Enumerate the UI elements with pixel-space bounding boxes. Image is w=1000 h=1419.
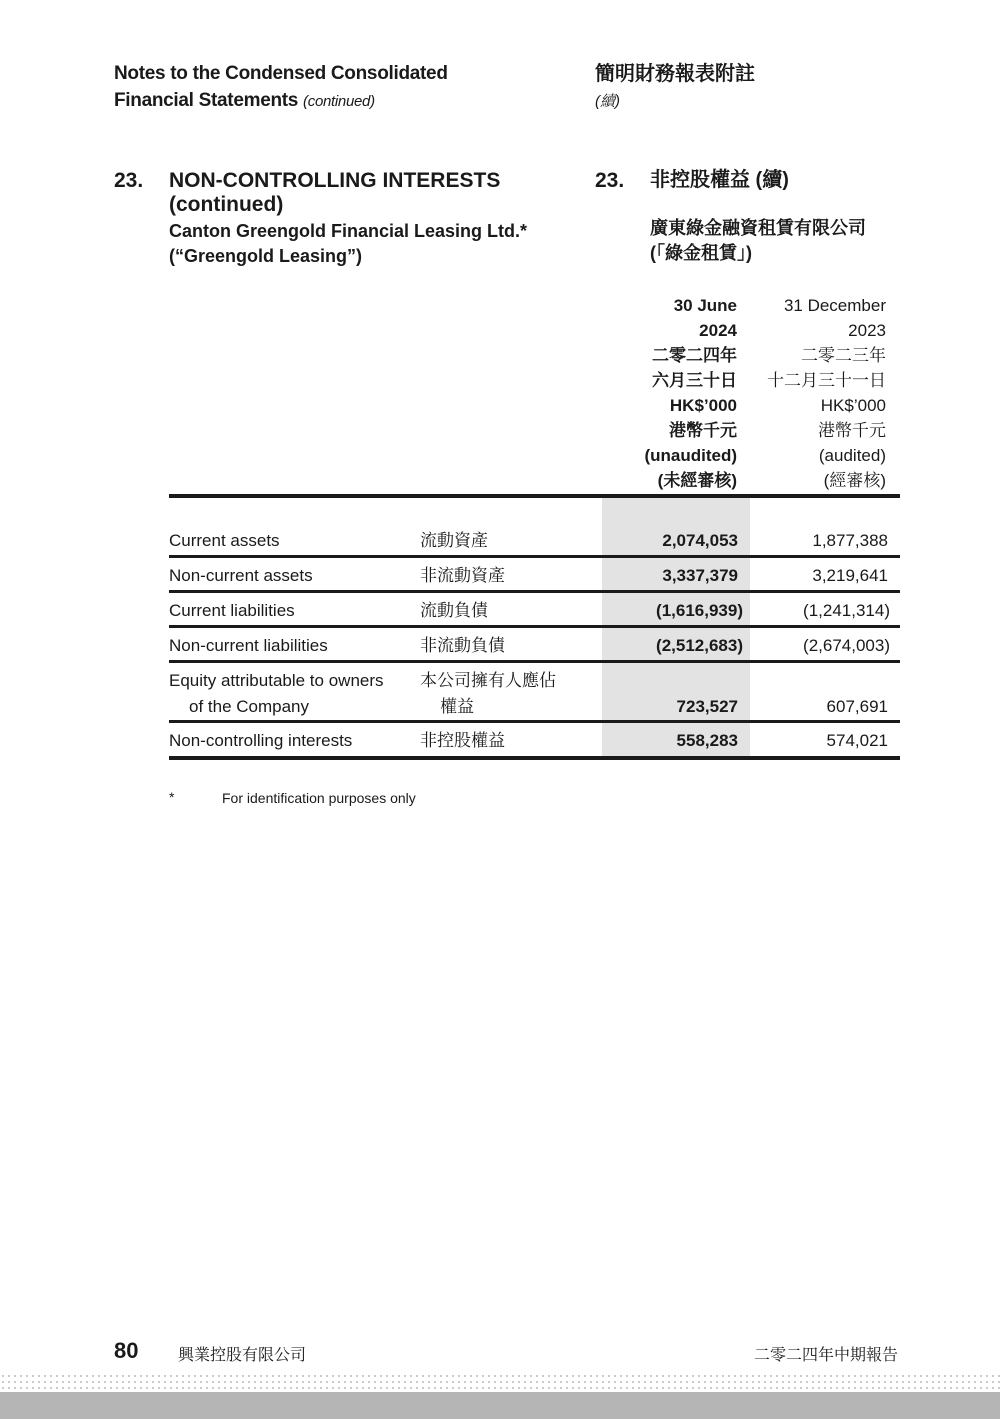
table-row bbox=[169, 592, 900, 626]
row-value-2024: (2,512,683) bbox=[656, 636, 743, 655]
col2023-status-en: (audited) bbox=[818, 446, 886, 465]
row-label-en: Equity attributable to owners bbox=[169, 671, 384, 690]
table-row bbox=[169, 557, 900, 591]
page-number: 80 bbox=[114, 1338, 139, 1363]
header-continued: (continued) bbox=[303, 93, 375, 110]
row-label-en: Non-controlling interests bbox=[169, 731, 353, 750]
footer-bar bbox=[0, 1392, 1000, 1419]
col2023-unit-zh: 港幣千元 bbox=[818, 421, 886, 440]
col2024-unit-zh: 港幣千元 bbox=[669, 421, 737, 440]
col2023-status-zh: (經審核) bbox=[823, 471, 886, 490]
row-value-2023: (1,241,314) bbox=[803, 601, 890, 620]
row-label-zh: 非流動負債 bbox=[420, 636, 505, 655]
footer-dot-pattern bbox=[0, 1373, 1000, 1391]
col2023-date-en: 31 December bbox=[783, 296, 886, 315]
col2023-year-zh: 二零二三年 bbox=[801, 346, 886, 365]
row-label-en-cont: of the Company bbox=[189, 697, 310, 716]
section-heading-en bbox=[169, 169, 589, 269]
row-value-2024: 2,074,053 bbox=[662, 531, 738, 550]
header-title-zh: 簡明財務報表附註 bbox=[595, 63, 755, 85]
section-title-zh: 非控股權益 (續) bbox=[650, 169, 789, 191]
row-label-zh: 非控股權益 bbox=[420, 731, 505, 750]
row-value-2023: (2,674,003) bbox=[803, 636, 890, 655]
section-subtitle-line2: (“Greengold Leasing”) bbox=[169, 246, 363, 266]
row-value-2023: 3,219,641 bbox=[812, 566, 888, 585]
table-bottom-rule bbox=[169, 756, 900, 760]
section-title-continued: (continued) bbox=[169, 193, 284, 216]
row-label-en: Non-current assets bbox=[169, 566, 313, 585]
col2024-date-en: 30 June bbox=[673, 296, 737, 315]
row-label-zh: 非流動資產 bbox=[420, 566, 505, 585]
col2024-unit-en: HK$’000 bbox=[669, 396, 737, 415]
row-value-2024: 3,337,379 bbox=[662, 566, 738, 585]
row-value-2023: 1,877,388 bbox=[812, 531, 888, 550]
col2024-status-zh: (未經審核) bbox=[657, 471, 737, 490]
col2023-unit-en: HK$’000 bbox=[820, 396, 886, 415]
row-label-zh-cont: 權益 bbox=[440, 697, 474, 716]
table-row bbox=[169, 662, 900, 722]
running-header-zh bbox=[595, 60, 755, 116]
row-label-zh: 本公司擁有人應佔 bbox=[420, 671, 556, 690]
footnote-mark: * bbox=[169, 789, 175, 805]
col2024-year-zh: 二零二四年 bbox=[652, 346, 737, 365]
col2023-year-en: 2023 bbox=[848, 321, 886, 340]
section-number-zh: 23. bbox=[595, 169, 625, 192]
section-title: NON-CONTROLLING INTERESTS bbox=[169, 169, 501, 192]
row-value-2024: (1,616,939) bbox=[656, 601, 743, 620]
row-label-en: Current assets bbox=[169, 531, 280, 550]
row-label-zh: 流動負債 bbox=[420, 601, 488, 620]
row-value-2023: 607,691 bbox=[826, 697, 888, 716]
section-number: 23. bbox=[114, 169, 144, 192]
header-title-line1: Notes to the Condensed Consolidated bbox=[114, 63, 448, 84]
column-header-2023 bbox=[706, 293, 886, 493]
running-header-en bbox=[114, 60, 448, 115]
header-continued-zh: (續) bbox=[595, 93, 620, 110]
col2024-year-en: 2024 bbox=[699, 321, 737, 340]
table-row bbox=[169, 627, 900, 661]
row-label-en: Non-current liabilities bbox=[169, 636, 328, 655]
table-row bbox=[169, 522, 900, 556]
row-value-2024: 558,283 bbox=[676, 731, 738, 750]
footer-company-name: 興業控股有限公司 bbox=[178, 1347, 307, 1364]
row-label-zh: 流動資產 bbox=[420, 531, 488, 550]
footer-report-title: 二零二四年中期報告 bbox=[753, 1347, 898, 1364]
section-heading-zh bbox=[650, 168, 910, 266]
section-subtitle-zh-line1: 廣東綠金融資租賃有限公司 bbox=[650, 218, 866, 238]
row-label-en: Current liabilities bbox=[169, 601, 295, 620]
col2023-date-zh: 十二月三十一日 bbox=[767, 371, 886, 390]
row-value-2024: 723,527 bbox=[676, 697, 738, 716]
table-top-rule bbox=[169, 494, 900, 498]
header-title-line2: Financial Statements bbox=[114, 90, 299, 111]
section-subtitle-zh-line2: (「綠金租賃」) bbox=[650, 243, 752, 263]
section-subtitle-line1: Canton Greengold Financial Leasing Ltd.* bbox=[169, 221, 528, 241]
col2024-status-en: (unaudited) bbox=[644, 446, 737, 465]
footnote-text: For identification purposes only bbox=[222, 790, 416, 806]
table-row bbox=[169, 722, 900, 756]
row-value-2023: 574,021 bbox=[826, 731, 888, 750]
col2024-date-zh: 六月三十日 bbox=[652, 371, 737, 390]
